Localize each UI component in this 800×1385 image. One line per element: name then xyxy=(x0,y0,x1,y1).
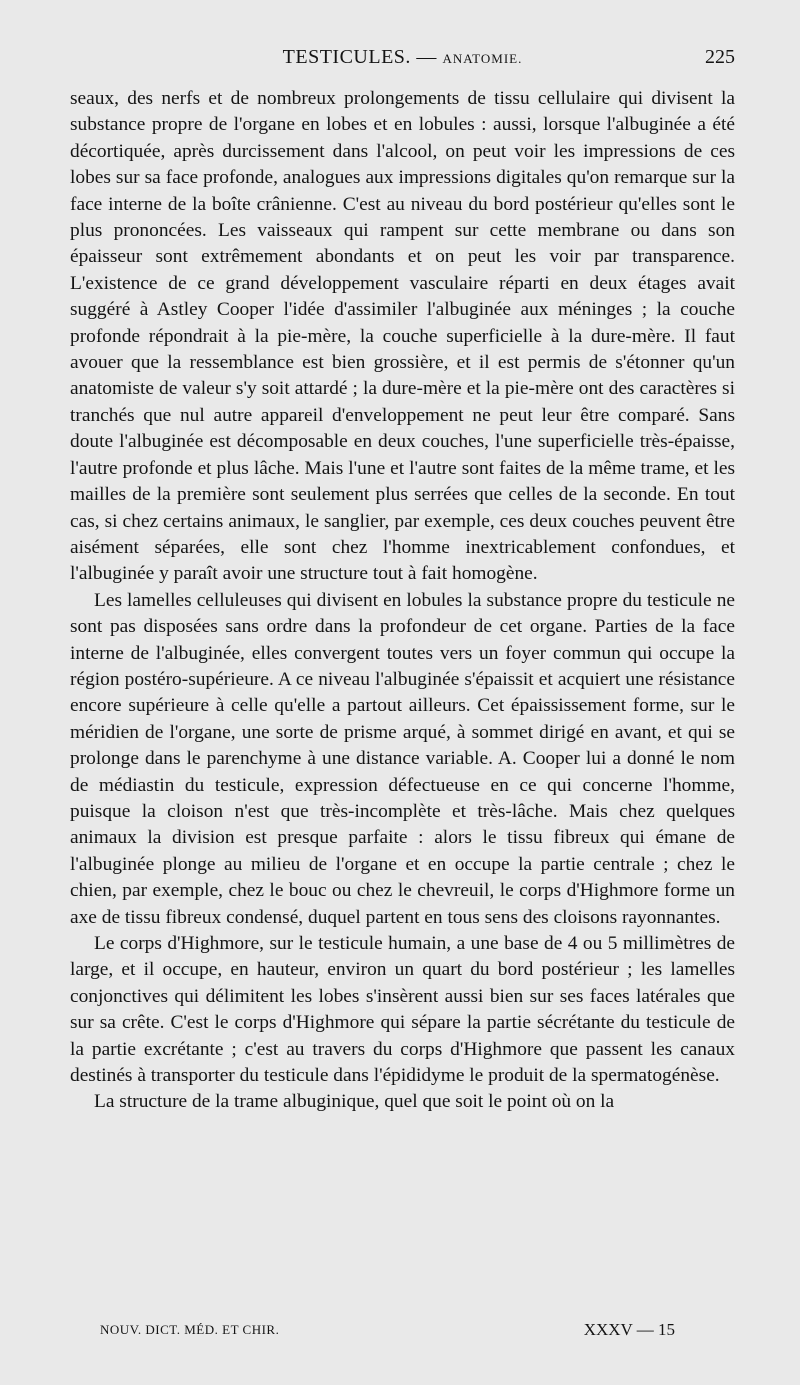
paragraph: La structure de la trame albuginique, quel que soit le point où on la xyxy=(94,1091,615,1113)
title-main: TESTICULES. — xyxy=(282,46,437,68)
paragraph: Le corps d'Highmore, sur le testicule humain, a une base de 4 ou 5 millimètres de large, et il occupe, en hauteur, environ un quart du bord postérieur ; les lamelles conjonctives qui délimitent les lobes s'insèrent aussi bien sur ses faces latérales que sur sa crête. C'est le corps d'Highmore qui sépare la partie sécrétante du testicule de la partie excrétante ; c'est au travers du corps d'Highmore que passent les canaux destinés à transporter du testicule dans l'épididyme le produit de la spermatogénèse. xyxy=(70,933,735,1087)
running-title xyxy=(70,46,735,69)
running-header xyxy=(70,46,735,76)
footer-signature: XXXV — 15 xyxy=(583,1320,675,1339)
page-footer xyxy=(100,1320,675,1342)
title-sub: ANATOMIE. xyxy=(442,51,523,66)
paragraph: seaux, des nerfs et de nombreux prolongements de tissu cellulaire qui divisent la substance propre de l'organe en lobes et en lobules : aussi, lorsque l'albuginée a été décortiquée, après durcissement dans l'alcool, on peut voir les impressions de ces lobes sur sa face profonde, analogues aux impressions digitales qu'on remarque sur la face interne de la boîte crânienne. C'est au niveau du bord postérieur qu'elles sont le plus prononcées. Les vaisseaux qui rampent sur cette membrane ou dans son épaisseur sont extrêmement abondants et on peut les voir par transparence. L'existence de ce grand développement vasculaire réparti en deux étages avait suggéré à Astley Cooper l'idée d'assimiler l'albuginée aux méninges ; la couche profonde répondrait à la pie-mère, la couche superficielle à la dure-mère. Il faut avouer que la ressemblance est bien grossière, et il est permis de s'étonner qu'un anatomiste de valeur s'y soit attardé ; la dure-mère et la pie-mère ont des caractères si tranchés que nul autre appareil d'enveloppement ne peut leur être comparé. Sans doute l'albuginée est décomposable en deux couches, l'une superficielle très-épaisse, l'autre profonde et plus lâche. Mais l'une et l'autre sont faites de la même trame, et les mailles de la première sont seulement plus serrées que celles de la seconde. En tout cas, si chez certains animaux, le sanglier, par exemple, ces deux couches peuvent être aisément séparées, elle sont chez l'homme inextricablement confondues, et l'albuginée y paraît avoir une structure tout à fait homogène. xyxy=(70,88,735,585)
body-text xyxy=(70,86,735,1116)
footer-publication: NOUV. DICT. MÉD. ET CHIR. xyxy=(100,1322,280,1337)
paragraph: Les lamelles celluleuses qui divisent en lobules la substance propre du testicule ne sont pas disposées sans ordre dans la profondeur de cet organe. Parties de la face interne de l'albuginée, elles convergent toutes vers un foyer commun qui occupe la région postéro-supérieure. A ce niveau l'albuginée s'épaissit et acquiert une résistance encore supérieure à celle qu'elle a partout ailleurs. Cet épaississement forme, sur le méridien de l'organe, une sorte de prisme arqué, à sommet dirigé en avant, et qui se prolonge dans le parenchyme à une distance variable. A. Cooper lui a donné le nom de médiastin du testicule, expression défectueuse en ce qui concerne l'homme, puisque la cloison n'est que très-incomplète et très-lâche. Mais chez quelques animaux la division est presque parfaite : alors le tissu fibreux qui émane de l'albuginée plonge au milieu de l'organe et en occupe la partie centrale ; chez le chien, par exemple, chez le bouc ou chez le chevreuil, le corps d'Highmore forme un axe de tissu fibreux condensé, duquel partent en tous sens des cloisons rayonnantes. xyxy=(70,589,735,928)
page-number: 225 xyxy=(705,46,735,68)
